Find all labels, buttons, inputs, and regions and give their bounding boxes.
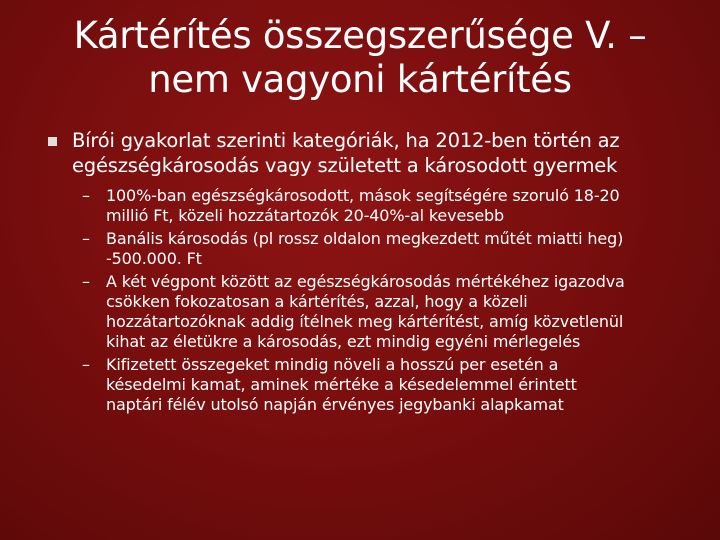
sub-bullet-line: 100%-ban egészségkárosodott, mások segítségére szoruló 18-20 (106, 186, 620, 205)
slide-title (40, 14, 680, 102)
sub-bullet-line: Banális károsodás (pl rossz oldalon megkezdett műtét miatti heg) (106, 229, 624, 248)
main-bullet-line-1: Bírói gyakorlat szerinti kategóriák, ha 2012-ben történ az (72, 129, 620, 152)
dash-bullet-icon: – (82, 186, 90, 205)
main-bullet-line-2: egészségkárosodás vagy született a károsodott gyermek (72, 154, 618, 177)
sub-bullet-line: -500.000. Ft (106, 249, 202, 268)
title-line-2: nem vagyoni kártérítés (148, 58, 572, 101)
title-line-1: Kártérítés összegszerűsége V. – (73, 14, 647, 57)
sub-bullet-line: hozzátartozóknak addig ítélnek meg kártérítést, amíg közvetlenül (106, 312, 624, 331)
main-bullet (48, 128, 698, 178)
sub-bullet-list (48, 186, 698, 415)
sub-bullet-line: kihat az életükre a károsodás, ezt mindig egyéni mérlegelés (106, 332, 581, 351)
sub-bullet-item (82, 229, 698, 269)
sub-bullet-item (82, 355, 698, 415)
dash-bullet-icon: – (82, 355, 90, 374)
sub-bullet-line: naptári félév utolsó napján érvényes jegybanki alapkamat (106, 395, 564, 414)
dash-bullet-icon: – (82, 272, 90, 291)
sub-bullet-line: késedelmi kamat, aminek mértéke a késedelemmel érintett (106, 375, 577, 394)
slide-body (48, 128, 698, 418)
sub-bullet-item (82, 272, 698, 352)
square-bullet-icon (48, 137, 57, 146)
sub-bullet-line: Kifizetett összegeket mindig növeli a hosszú per esetén a (106, 355, 559, 374)
dash-bullet-icon: – (82, 229, 90, 248)
sub-bullet-line: A két végpont között az egészségkárosodás mértékéhez igazodva (106, 272, 625, 291)
sub-bullet-line: millió Ft, közeli hozzátartozók 20-40%-al kevesebb (106, 206, 505, 225)
sub-bullet-line: csökken fokozatosan a kártérítés, azzal, hogy a közeli (106, 292, 528, 311)
sub-bullet-item (82, 186, 698, 226)
